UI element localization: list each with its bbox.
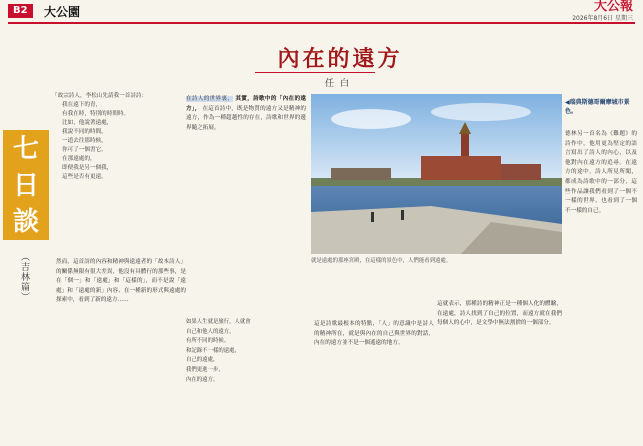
article-author: 任白: [324, 79, 355, 89]
body-column-3: 這是詩歌最根本的特點，「人」的意識中是詩人的精神所在，就是與內在的自己與世界的對話，內在的遠方並不是一個遙遠的地方。: [314, 321, 434, 347]
lead-sentence: 其實，詩歌中的「內在的遠方」，: [186, 96, 306, 112]
body-column-4: 這就表示，那種詩的精神正是一種個人化的體驗，在遠處，詩人找到了自己的位置，而遠方就在我們每個人的心中，是文學中無法割捨的一個部分。: [437, 301, 562, 327]
inline-poem: [186, 318, 308, 385]
title-underline: [255, 72, 375, 73]
poem-line: 這些是否有更遠。: [62, 174, 107, 180]
poem-line: 內在的遠方。: [186, 376, 219, 383]
poem-line: 一道去往那時候，: [62, 138, 107, 144]
masthead-right: [572, 1, 633, 22]
article-title: 內在的遠方: [277, 46, 403, 72]
poem-line: 比如，他說著遠處，: [62, 120, 113, 126]
opening-poem: [52, 92, 178, 182]
column-byline: （吉林篇）: [19, 252, 29, 302]
masthead-logo: 大公報: [593, 0, 633, 14]
poem-line: 即便我是另一個我，: [62, 165, 113, 171]
poem-line: 自己的遠處，: [186, 357, 219, 364]
paper-name: 大公園: [44, 5, 81, 19]
stockholm-photo: [311, 94, 562, 254]
column-mark-2: 日: [3, 168, 49, 204]
section-badge: B2: [8, 4, 33, 18]
body-column-1: 然而，這首詩的內容和精神與遠遠者的「故本詩人」的關係無限有很大差異，他沒有具體行的那些事，是在「個一」和「遠處」和「這樣的」，而不是說「遠處」和「遠處的新」內容、在一種新的形式與遠處的探索中，看到了新的遠方……: [56, 259, 186, 304]
column-mark-1: 七: [3, 130, 49, 168]
poem-line: 如果人生就是旅行，人就會: [186, 319, 251, 325]
image-caption: ◀瑞典斯德哥爾摩城市景色。: [565, 99, 630, 115]
poem-line: 我在遠下的青，: [62, 102, 102, 108]
photo-caption: 就是遠處的那座宮殿，在這樣的景色中，人們能看到遠處。: [311, 258, 452, 264]
body-text: 在這首詩中，既是物質的遠方又是精神的遠方，作為一種超越性的存在，詩歌和世界的邊界隨之拓展。: [186, 105, 306, 131]
body-column-5: 德林另一首名為《難題》的詩作中，他用更為堅定的語言寫出了詩人的內心，以及他對內在遠方的追尋。在遠方的途中，詩人所見所聞，都成為詩歌中的一部分，這些作品讓我們看到了一個不一樣的世界，也看到了一個不一樣的自己。: [565, 131, 637, 214]
issue-date: 2026年8月6日 星期三: [572, 15, 633, 22]
poem-line: 有所不同的時候。: [186, 338, 230, 345]
poem-line: 「故宗詩人，李松山先請我一首詩詩：: [52, 93, 148, 99]
poem-line: 和記錄不一樣的遠處，: [186, 347, 240, 354]
poem-line: 你可了一個書它。: [62, 147, 107, 153]
highlight-phrase: 在詩人的世界裏，: [186, 96, 234, 102]
poem-line: 我說不同的時間，: [62, 129, 107, 135]
masthead: [0, 0, 643, 22]
poem-line: 自己和他人的遠方，: [186, 328, 235, 335]
column-mark-3: 談: [3, 204, 49, 240]
body-column-2: [186, 95, 306, 133]
header-rule: [8, 22, 635, 24]
poem-line: 我們更進一步，: [186, 366, 224, 373]
poem-line: 有我在時，特別的時間時。: [62, 111, 130, 117]
poem-line: 在那遠處的，: [62, 156, 96, 162]
